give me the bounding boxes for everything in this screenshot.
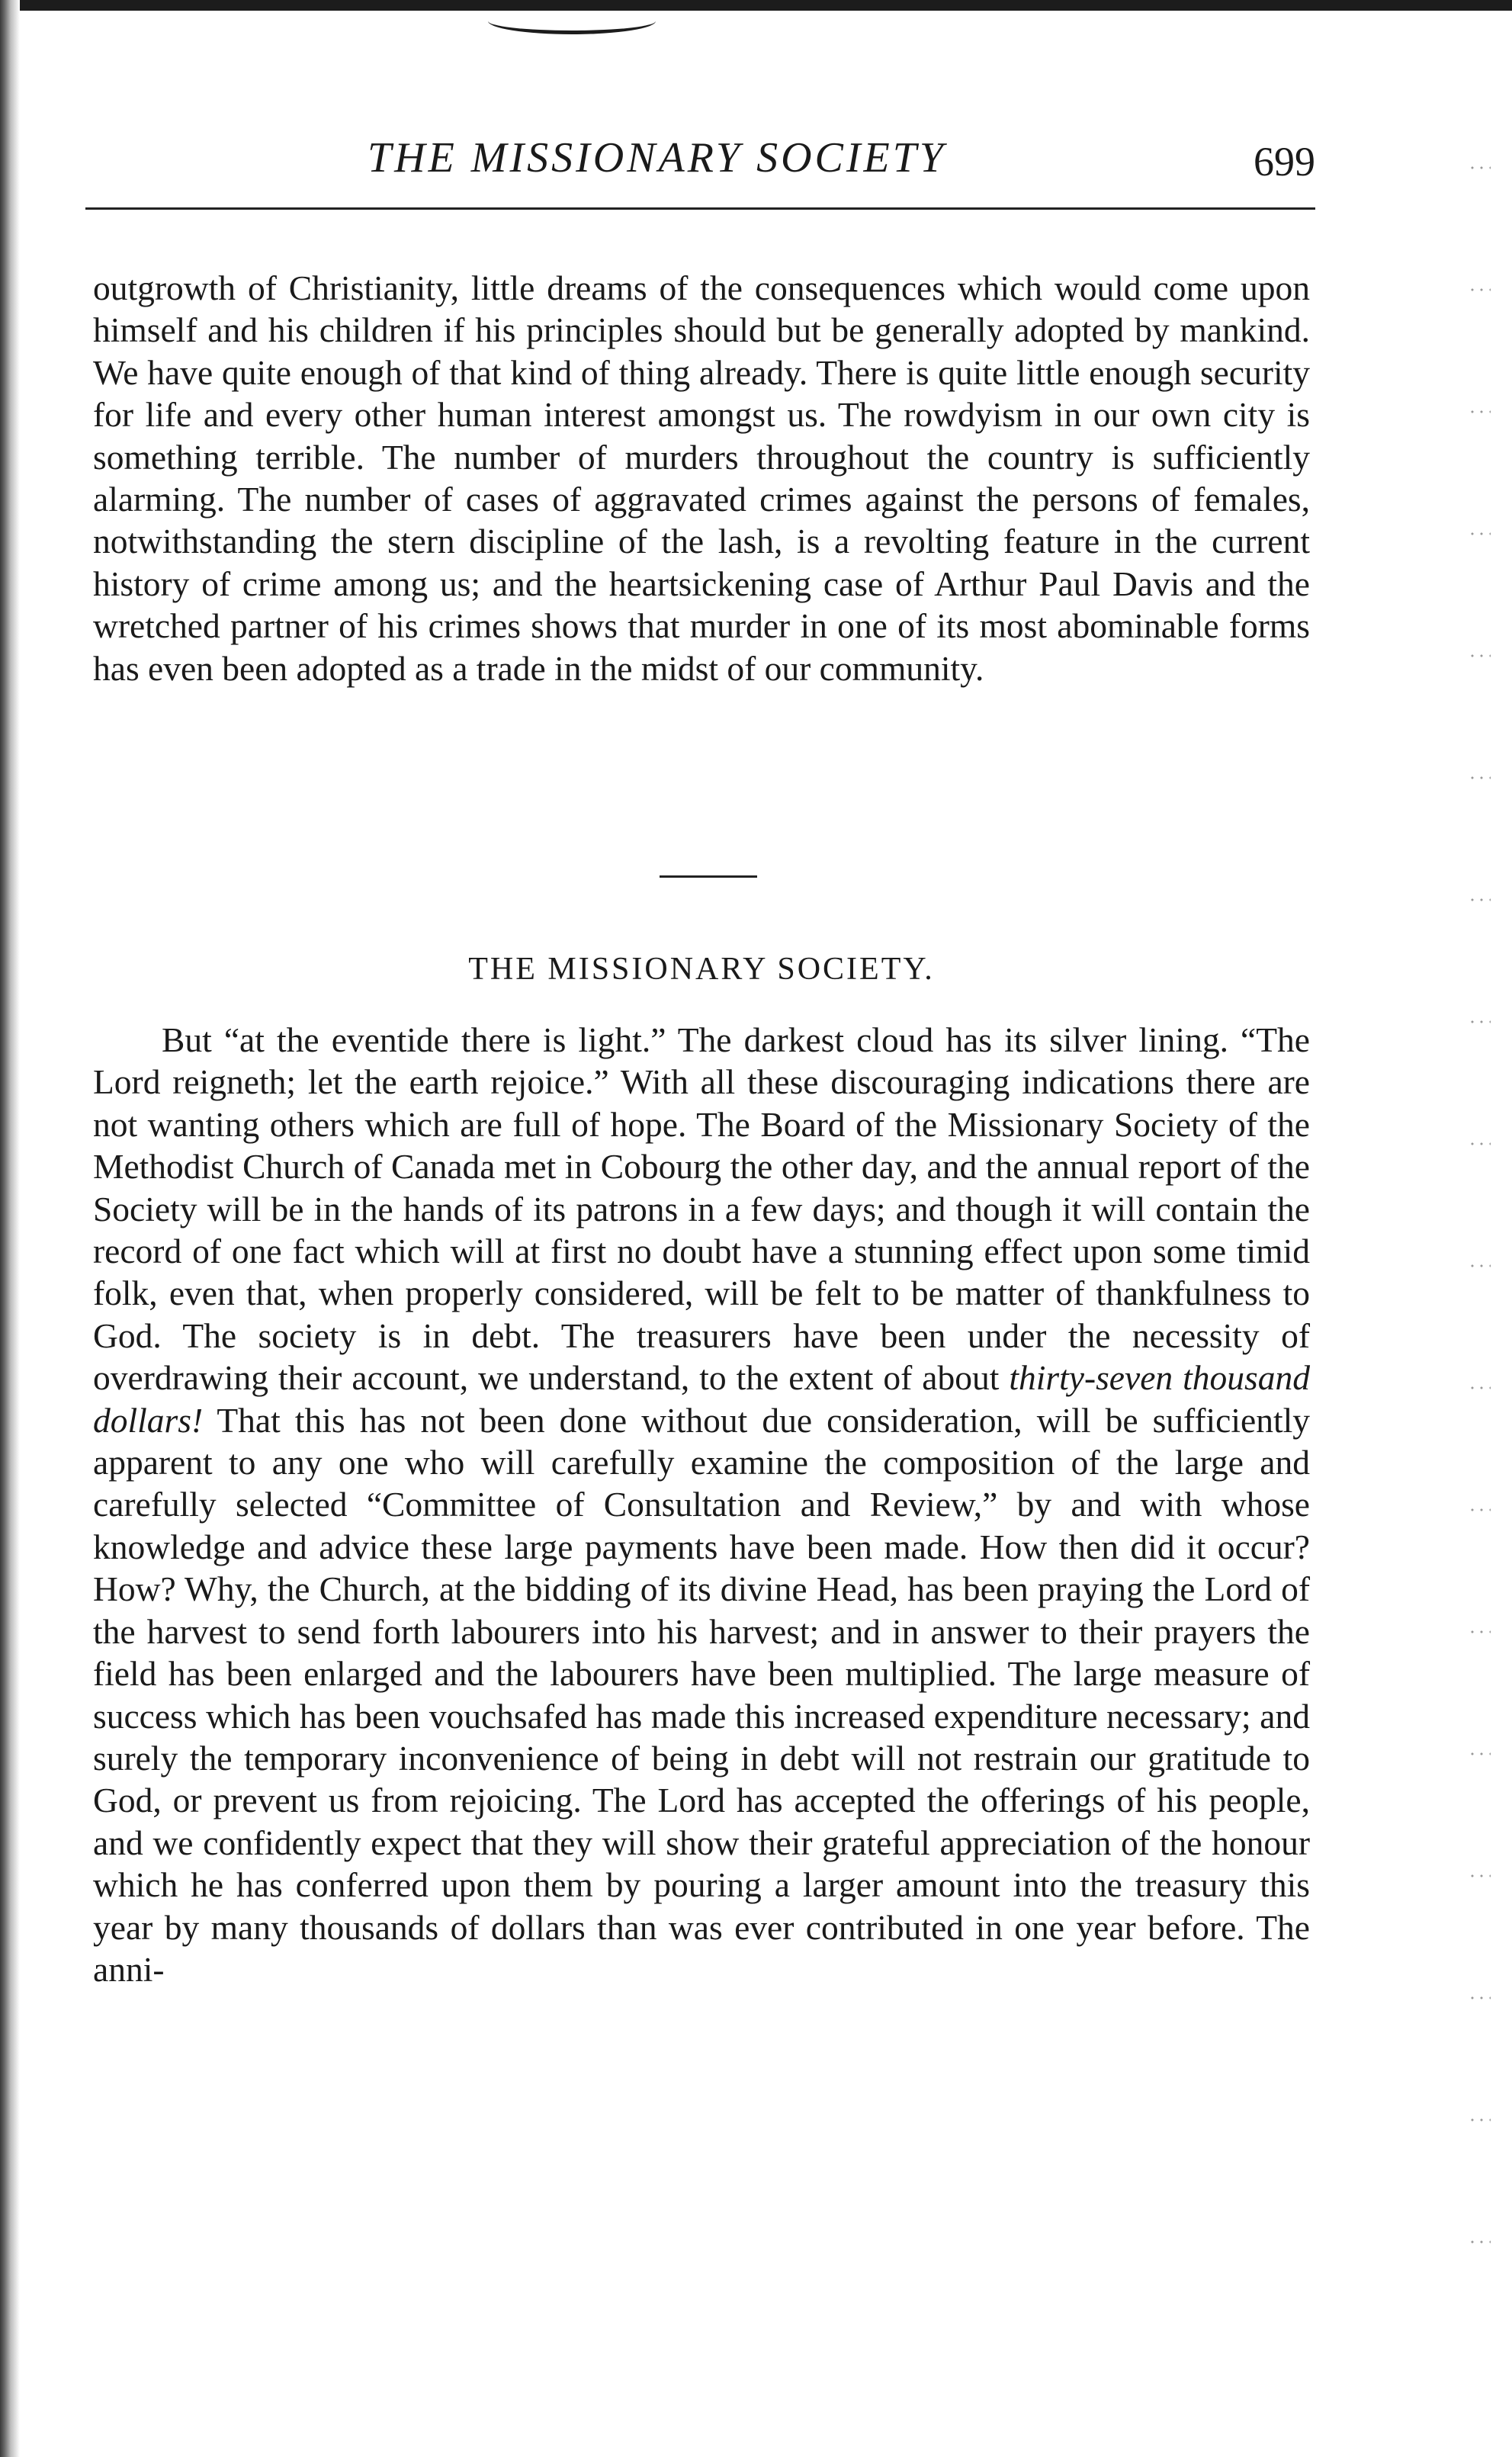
scan-left-edge — [0, 0, 20, 2457]
section-body-after-emphasis: That this has not been done without due consideration, will be sufficiently apparent to any one who will carefully examine the composition of the large and carefully selected “Committee of Consultation and Review,” by and with whose knowledge and advice these large payments have been made. How then did it occur? How? Why, the Church, at the bidding of its divine Head, has been praying the Lord of the harvest to send forth labourers into his harvest; and in answer to their prayers the field has been enlarged and the labourers have been multiplied. The large measure of success which has been vouchsafed has made this increased expenditure necessary; and surely the temporary inconvenience of being in debt will not restrain our gratitude to God, or prevent us from rejoicing. The Lord has accepted the offerings of his people, and we confidently expect that they will show their grateful appreciation of the honour which he has conferred upon them by pouring a larger amount into the treasury this year by many thousands of dollars than was ever contributed in one year before. The anni- — [93, 1400, 1310, 1989]
header-rule — [85, 207, 1315, 210]
section-divider-rule — [660, 875, 757, 878]
debt-amount-emphasis: thirty-seven thousand dollars! — [93, 1358, 1310, 1440]
section-body-before-emphasis: But “at the eventide there is light.” The darkest cloud has its silver lining. “The Lord reigneth; let the earth rejoice.” With all these discouraging indications there are not wanting others which are full of hope. The Board of the Missionary Society of the Methodist Church of Canada met in Cobourg the other day, and the annual report of the Society will be in the hands of its patrons in a few days; and though it will contain the record of one fact which will at first no doubt have a stunning effect upon some timid folk, even that, when properly considered, will be felt to be matter of thankfulness to God. The society is in debt. The treasurers have been under the necessity of overdrawing their account, we understand, to the extent of about — [93, 1020, 1310, 1398]
section-title: THE MISSIONARY SOCIETY. — [468, 952, 935, 987]
page-number: 699 — [1254, 139, 1315, 185]
running-title: THE MISSIONARY SOCIETY — [368, 134, 947, 181]
section-paragraph-text — [93, 1019, 1310, 1990]
continued-paragraph-text: outgrowth of Christianity, little dreams of the consequences which would come upon himself and his children if his principles should but be generally adopted by mankind. We have quite enough of that kind of thing already. There is quite little enough security for life and every other human interest amongst us. The rowdyism in our own city is something terrible. The number of murders throughout the country is sufficiently alarming. The number of cases of aggravated crimes against the persons of females, notwithstanding the stern discipline of the lash, is a revolting feature in the current history of crime among us; and the heartsickening case of Arthur Paul Davis and the wretched partner of his crimes shows that murder in one of its most abominable forms has even been adopted as a trade in the midst of our community. — [93, 268, 1310, 688]
continued-paragraph — [93, 267, 1310, 689]
scan-top-edge — [0, 0, 1512, 11]
scan-top-tear — [488, 8, 656, 34]
section-paragraph — [93, 1019, 1310, 1990]
scan-right-margin-specks — [1468, 107, 1491, 2356]
page-header — [85, 133, 1315, 194]
